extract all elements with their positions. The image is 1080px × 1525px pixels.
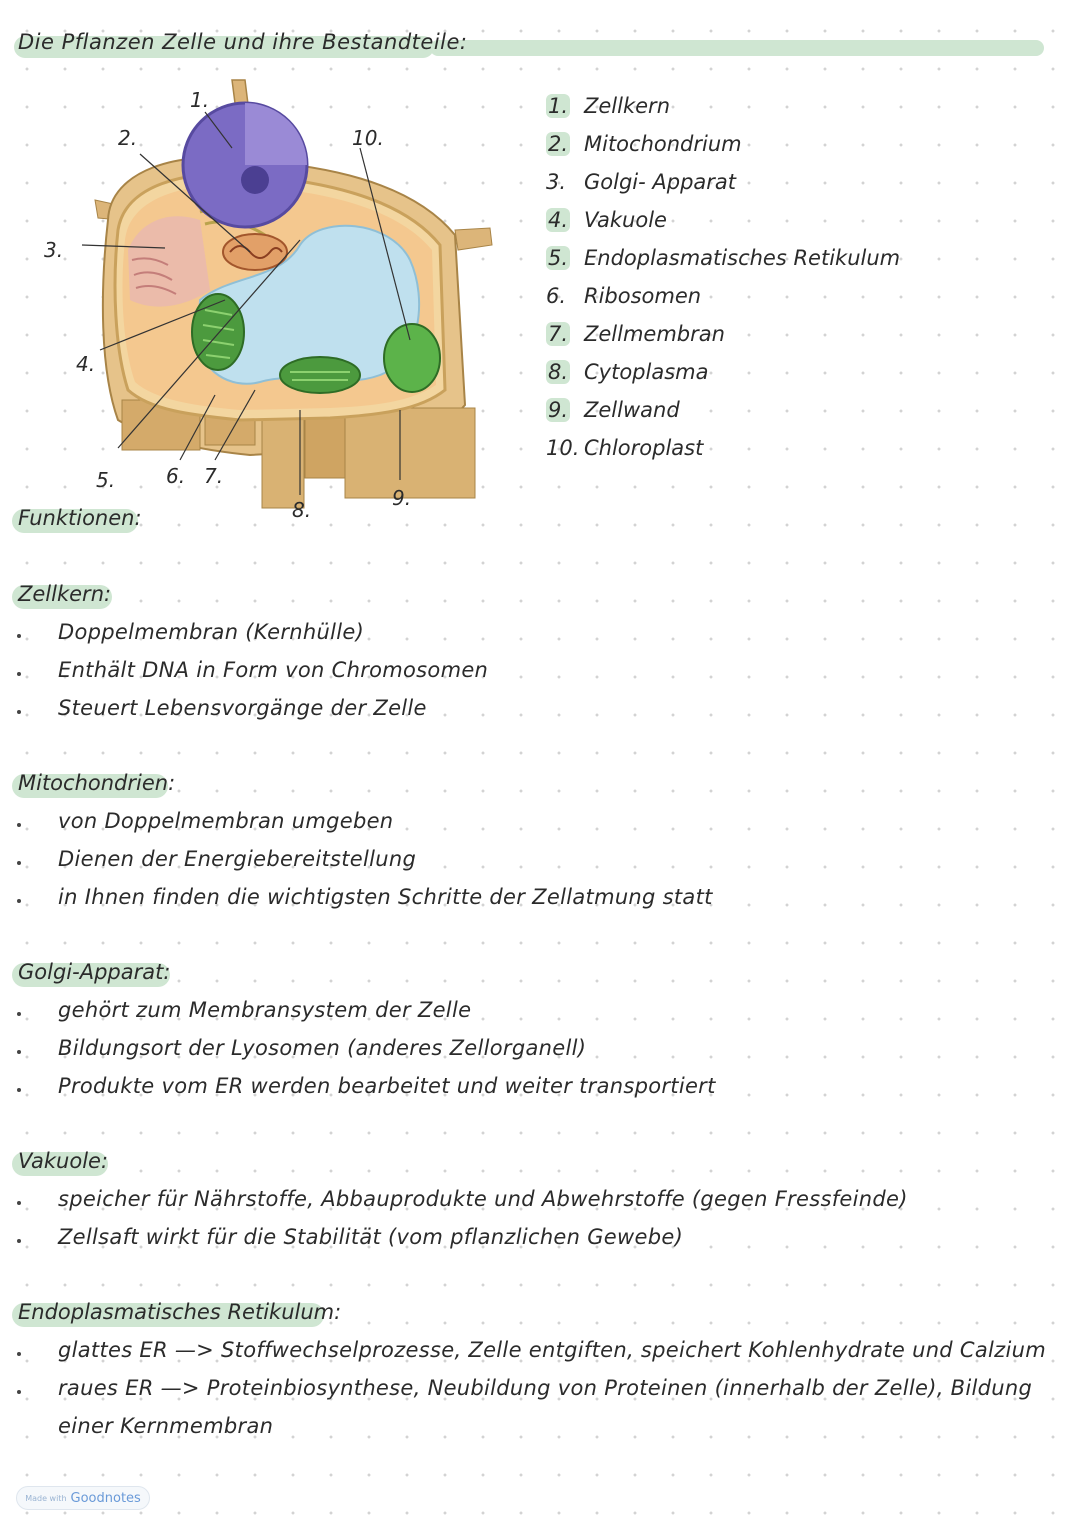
bullet-dot bbox=[17, 1201, 21, 1205]
legend-item: 5. Endoplasmatisches Retikulum bbox=[548, 246, 901, 270]
bullet-text: Dienen der Energiebereitstellung bbox=[58, 847, 417, 871]
bullet-continuation: einer Kernmembran bbox=[58, 1414, 274, 1438]
diagram-label-1: 1. bbox=[190, 88, 210, 112]
bullet-text: Produkte vom ER werden bearbeitet und weiter transportiert bbox=[58, 1074, 716, 1098]
legend-item: 3. Golgi- Apparat bbox=[546, 170, 737, 194]
diagram-label-8: 8. bbox=[292, 498, 312, 522]
diagram-label-3: 3. bbox=[44, 238, 64, 262]
bullet-dot bbox=[17, 710, 21, 714]
legend-item: 1. Zellkern bbox=[548, 94, 670, 118]
legend-item: 7. Zellmembran bbox=[548, 322, 725, 346]
diagram-label-4: 4. bbox=[76, 352, 96, 376]
section-heading-vakuole: Vakuole: bbox=[18, 1149, 109, 1173]
legend-item: 6. Ribosomen bbox=[546, 284, 702, 308]
page-title: Die Pflanzen Zelle und ihre Bestandteile: bbox=[18, 30, 468, 54]
bullet-text: Enthält DNA in Form von Chromosomen bbox=[58, 658, 489, 682]
legend-item: 2. Mitochondrium bbox=[548, 132, 742, 156]
title-highlight bbox=[430, 40, 1044, 56]
section-heading-golgi: Golgi-Apparat: bbox=[18, 960, 171, 984]
bullet-dot bbox=[17, 861, 21, 865]
diagram-label-5: 5. bbox=[96, 468, 116, 492]
section-heading-mitochondrien: Mitochondrien: bbox=[18, 771, 176, 795]
bullet-dot bbox=[17, 634, 21, 638]
bullet-text: glattes ER —> Stoffwechselprozesse, Zelle entgiften, speichert Kohlenhydrate und Calzium bbox=[58, 1338, 1046, 1362]
plant-cell-diagram bbox=[0, 70, 500, 530]
legend-item: 8. Cytoplasma bbox=[548, 360, 709, 384]
bullet-text: gehört zum Membransystem der Zelle bbox=[58, 998, 472, 1022]
diagram-label-2: 2. bbox=[118, 126, 138, 150]
bullet-dot bbox=[17, 1239, 21, 1243]
diagram-label-9: 9. bbox=[392, 486, 412, 510]
legend-item: 9. Zellwand bbox=[548, 398, 680, 422]
diagram-label-6: 6. bbox=[166, 464, 186, 488]
bullet-dot bbox=[17, 899, 21, 903]
bullet-text: Bildungsort der Lyosomen (anderes Zellorganell) bbox=[58, 1036, 587, 1060]
bullet-dot bbox=[17, 1050, 21, 1054]
bullet-dot bbox=[17, 1012, 21, 1016]
bullet-text: von Doppelmembran umgeben bbox=[58, 809, 394, 833]
bullet-dot bbox=[17, 1352, 21, 1356]
section-heading-er: Endoplasmatisches Retikulum: bbox=[18, 1300, 342, 1324]
bullet-text: Doppelmembran (Kernhülle) bbox=[58, 620, 365, 644]
bullet-dot bbox=[17, 1390, 21, 1394]
bullet-text: Zellsaft wirkt für die Stabilität (vom pflanzlichen Gewebe) bbox=[58, 1225, 684, 1249]
bullet-text: speicher für Nährstoffe, Abbauprodukte und Abwehrstoffe (gegen Fressfeinde) bbox=[58, 1187, 908, 1211]
bullet-text: in Ihnen finden die wichtigsten Schritte der Zellatmung statt bbox=[58, 885, 713, 909]
bullet-dot bbox=[17, 1088, 21, 1092]
diagram-label-10: 10. bbox=[352, 126, 384, 150]
legend-item: 4. Vakuole bbox=[548, 208, 667, 232]
bullet-text: raues ER —> Proteinbiosynthese, Neubildung von Proteinen (innerhalb der Zelle), Bildung bbox=[58, 1376, 1033, 1400]
section-heading-zellkern: Zellkern: bbox=[18, 582, 112, 606]
legend-item: 10. Chloroplast bbox=[546, 436, 704, 460]
bullet-dot bbox=[17, 672, 21, 676]
diagram-label-7: 7. bbox=[204, 464, 224, 488]
goodnotes-badge: Made with Goodnotes bbox=[16, 1486, 150, 1510]
bullet-text: Steuert Lebensvorgänge der Zelle bbox=[58, 696, 427, 720]
bullet-dot bbox=[17, 823, 21, 827]
functions-heading: Funktionen: bbox=[18, 506, 142, 530]
